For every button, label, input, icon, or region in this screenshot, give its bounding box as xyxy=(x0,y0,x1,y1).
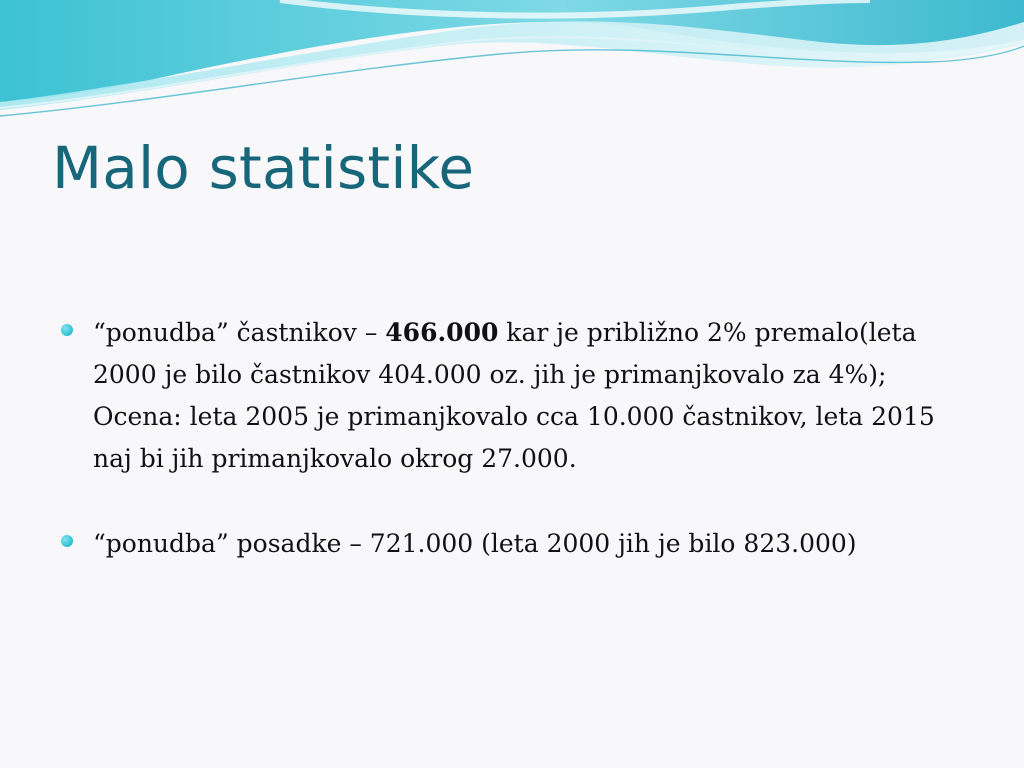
header-wave-decoration xyxy=(0,0,1024,130)
bullet-text: “ponudba” posadke – 721.000 (leta 2000 jih je bilo 823.000) xyxy=(93,529,857,558)
bullet-crew xyxy=(60,523,960,565)
bullet-list xyxy=(60,312,960,565)
bullet-text-after: kar je približno 2% premalo(leta 2000 je bilo častnikov 404.000 oz. jih je primanjkovalo za 4%); Ocena: leta 2005 je primanjkovalo cca 10.000 častnikov, leta 2015 naj bi jih primanjkovalo okrog 27.000. xyxy=(93,318,935,473)
bullet-officers xyxy=(60,312,960,480)
bullet-icon xyxy=(61,324,73,336)
bullet-text-before: “ponudba” častnikov – xyxy=(93,318,386,347)
bullet-icon xyxy=(61,535,73,547)
page-title: Malo statistike xyxy=(52,134,475,202)
bullet-text-bold: 466.000 xyxy=(385,318,499,347)
